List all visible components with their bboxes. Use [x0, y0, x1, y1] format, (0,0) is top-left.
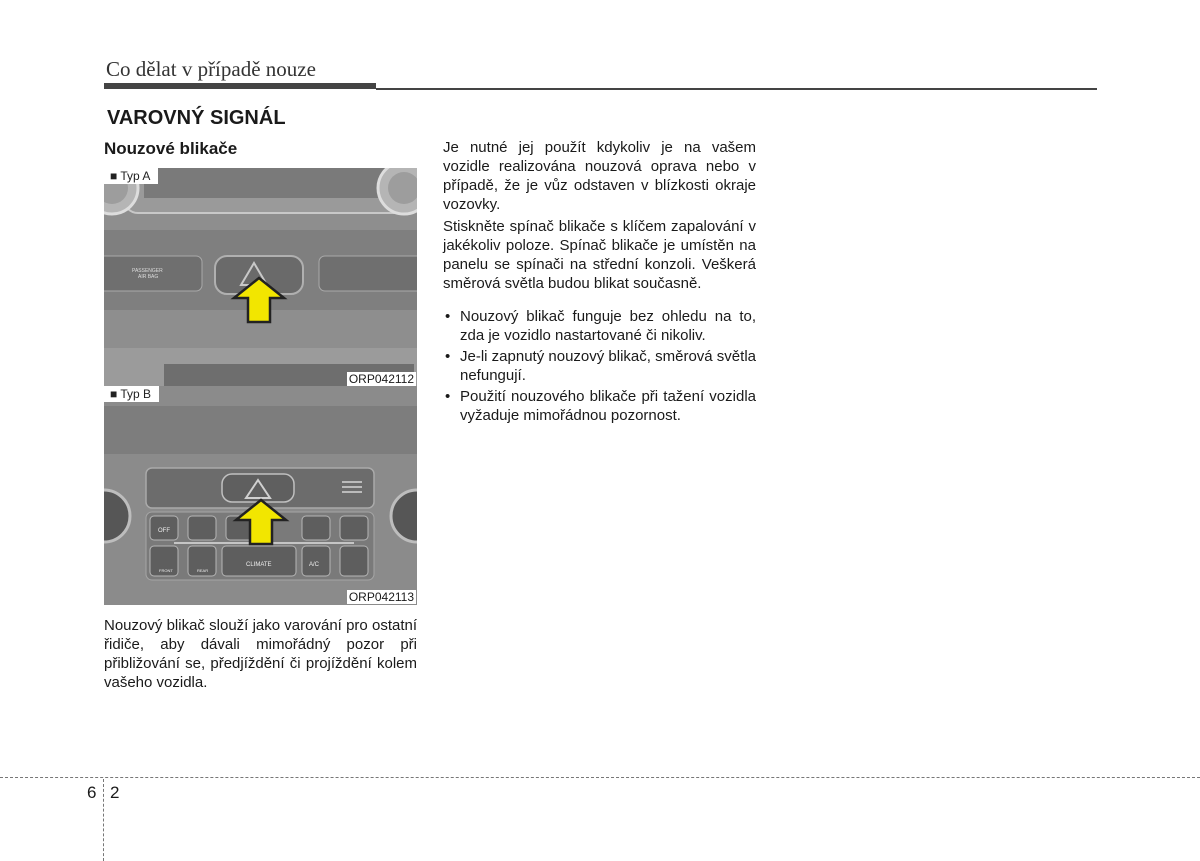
- footer-divider: [0, 777, 1200, 778]
- button-text-rear: REAR: [197, 568, 209, 573]
- hazard-switch-illustration-b: [104, 386, 417, 605]
- panel-text-airbag: AIR BAG: [138, 274, 159, 280]
- figure-type-b: [104, 386, 417, 605]
- figure-label: ■ Typ B: [104, 386, 159, 402]
- button-text-off: OFF: [158, 528, 170, 534]
- header-title: Co dělat v případě nouze: [106, 57, 316, 81]
- header-rule: [104, 83, 376, 89]
- figure-code: ORP042112: [348, 372, 414, 386]
- figure-type-a: [104, 168, 417, 387]
- chapter-number: 6: [87, 783, 97, 802]
- hazard-switch-illustration-a: [104, 168, 417, 387]
- paragraph: Stiskněte spínač blikače s klíčem zapalování v jakékoliv poloze. Spínač blikače je umístěn na panelu se spínači na střední konzoli. Veškerá směrová světla budou blikat současně.: [443, 218, 756, 292]
- button-text-front: FRONT: [159, 568, 173, 573]
- header-rule-thin: [376, 88, 1097, 90]
- body-column: [443, 138, 756, 427]
- bullet-item: • Je-li zapnutý nouzový blikač, směrová světla nefungují.: [443, 347, 756, 385]
- page-number: 2: [110, 783, 120, 802]
- bullet-list: [443, 307, 756, 425]
- panel-text-passenger: PASSENGER: [132, 268, 163, 274]
- subsection-title: Nouzové blikače: [104, 139, 238, 158]
- button-text-climate: CLIMATE: [246, 562, 272, 568]
- bullet-item: • Použití nouzového blikače při tažení vozidla vyžaduje mimořádnou pozornost.: [443, 387, 756, 425]
- figure-code: ORP042113: [348, 590, 414, 604]
- button-text-ac: A/C: [309, 562, 320, 568]
- bullet-item: • Nouzový blikač funguje bez ohledu na to, zda je vozidlo nastartované či nikoliv.: [443, 307, 756, 345]
- section-title: VAROVNÝ SIGNÁL: [107, 107, 286, 129]
- figure-caption: Nouzový blikač slouží jako varování pro ostatní řidiče, aby dávali mimořádný pozor při přibližování se, předjíždění či projíždění kolem vašeho vozidla.: [104, 617, 417, 691]
- figure-label: ■ Typ A: [104, 168, 158, 184]
- footer-vertical-divider: [103, 779, 104, 861]
- paragraph: Je nutné jej použít kdykoliv je na vašem vozidle realizována nouzová oprava nebo v případě, že je vůz odstaven v blízkosti okraje vozovky.: [443, 139, 756, 213]
